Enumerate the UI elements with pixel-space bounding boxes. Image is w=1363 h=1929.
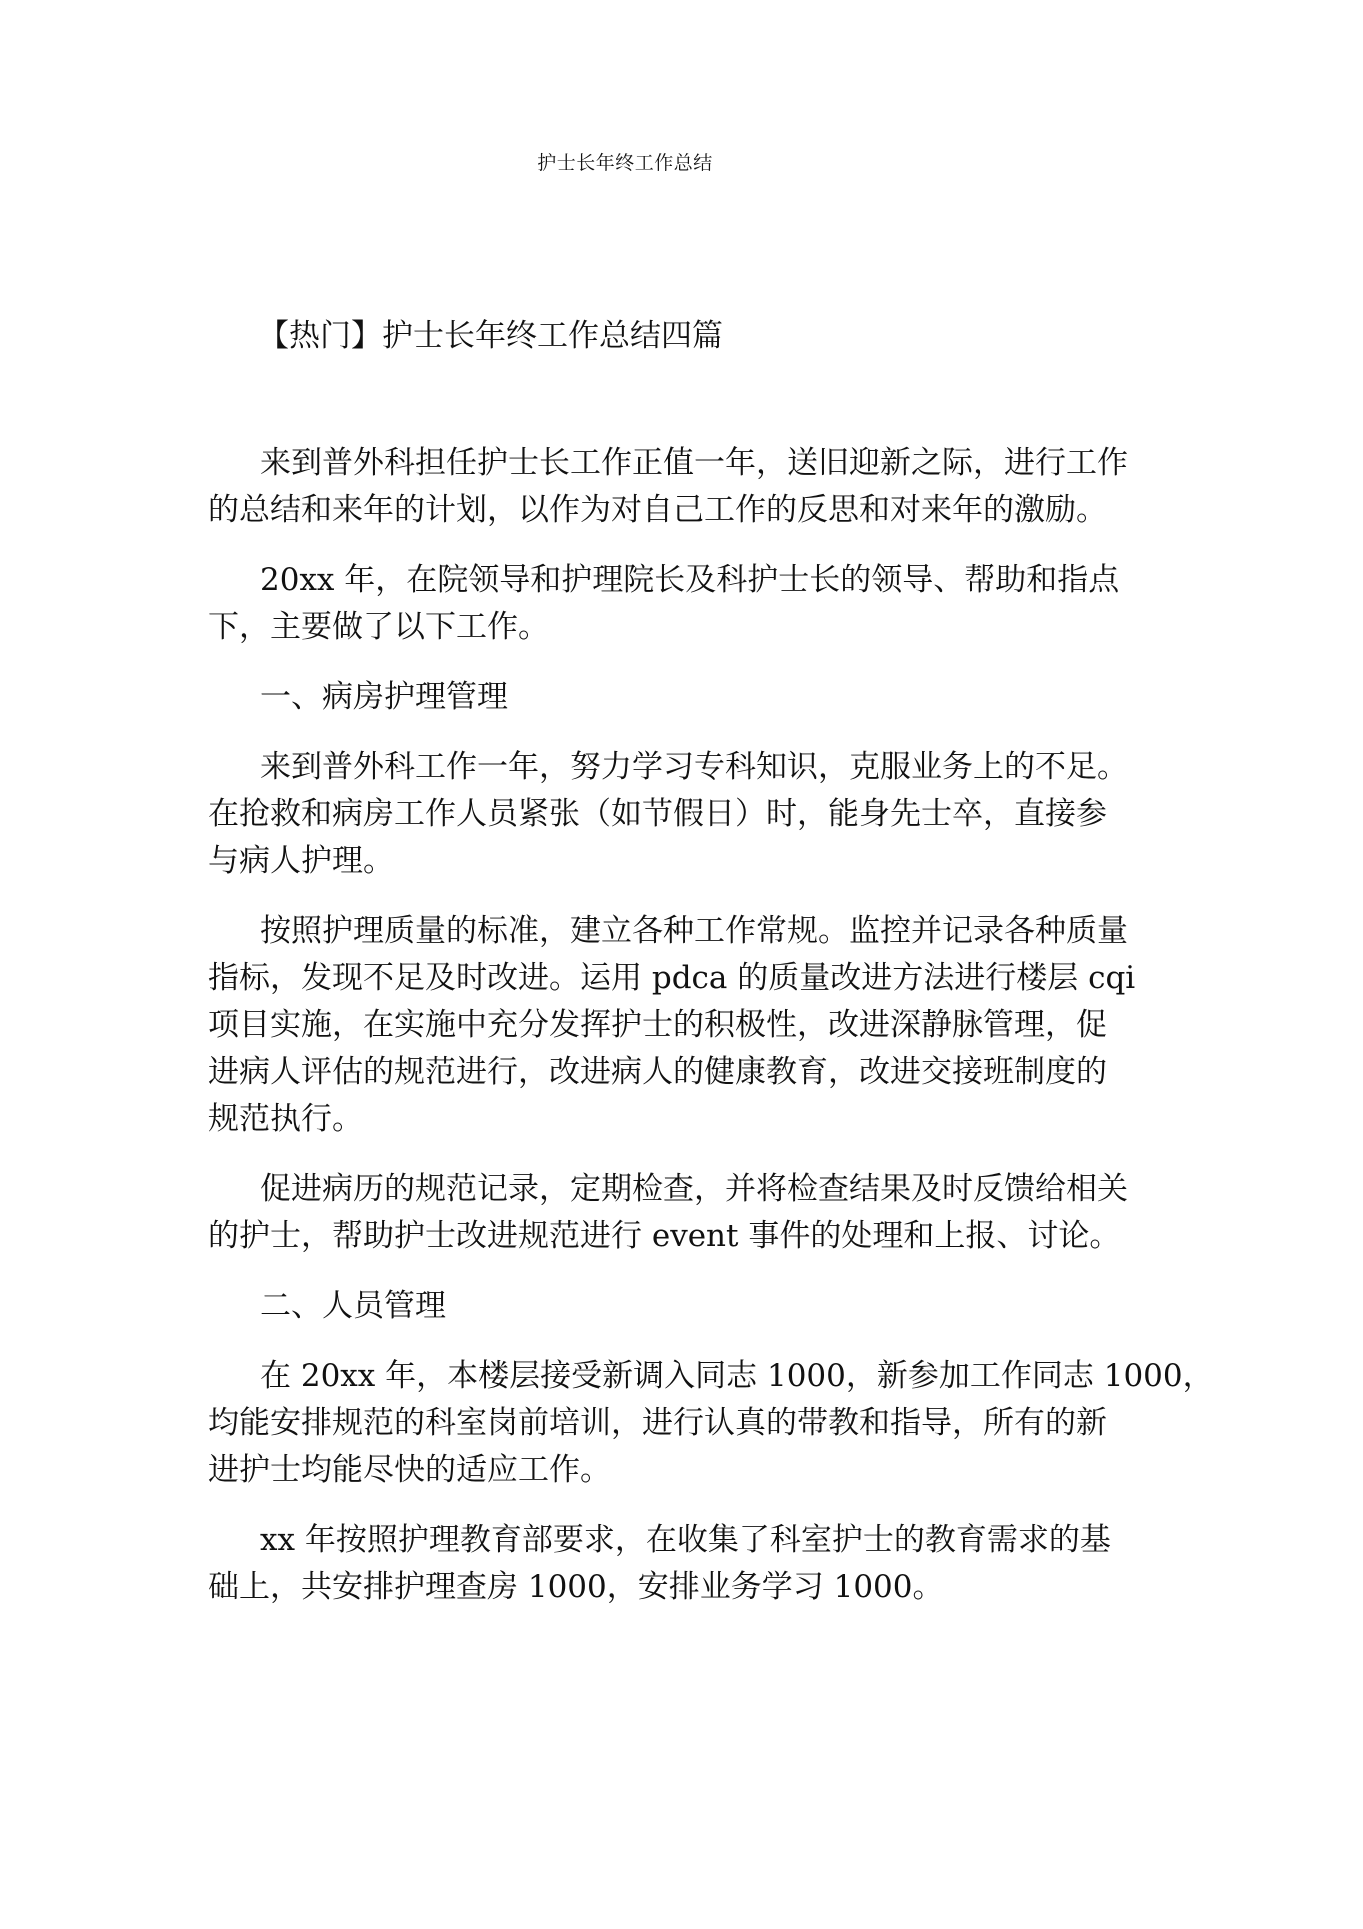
- text-line: xx 年按照护理教育部要求，在收集了科室护士的教育需求的基: [260, 1522, 1111, 1558]
- text-line: 项目实施，在实施中充分发挥护士的积极性，改进深静脉管理，促: [208, 1007, 1107, 1043]
- paragraph: [208, 1353, 1214, 1494]
- text-line: 20xx 年，在院领导和护理院长及科护士长的领导、帮助和指点: [260, 562, 1120, 598]
- paragraph: [208, 908, 1208, 1143]
- text-line: 指标，发现不足及时改进。运用 pdca 的质量改进方法进行楼层 cqi: [208, 960, 1136, 996]
- text-line: 的总结和来年的计划，以作为对自己工作的反思和对来年的激励。: [208, 492, 1107, 528]
- text-line: 进病人评估的规范进行，改进病人的健康教育，改进交接班制度的: [208, 1054, 1107, 1090]
- text-line: 的护士，帮助护士改进规范进行 event 事件的处理和上报、讨论。: [208, 1218, 1121, 1254]
- text-line: 在 20xx 年，本楼层接受新调入同志 1000，新参加工作同志 1000，: [260, 1358, 1214, 1394]
- text-line: 促进病历的规范记录，定期检查，并将检查结果及时反馈给相关: [260, 1171, 1128, 1207]
- section-heading: [208, 674, 1208, 721]
- text-line: 二、人员管理: [260, 1288, 446, 1324]
- text-line: 均能安排规范的科室岗前培训，进行认真的带教和指导，所有的新: [208, 1405, 1107, 1441]
- text-line: 下，主要做了以下工作。: [208, 609, 549, 645]
- text-line: 按照护理质量的标准，建立各种工作常规。监控并记录各种质量: [260, 913, 1128, 949]
- paragraph: [208, 744, 1208, 885]
- paragraph: [208, 1517, 1208, 1611]
- text-line: 与病人护理。: [208, 843, 394, 879]
- document-body: [208, 440, 1214, 1634]
- paragraph: [208, 557, 1208, 651]
- document-title: 【热门】护士长年终工作总结四篇: [258, 318, 723, 354]
- paragraph: [208, 1166, 1208, 1260]
- section-heading: [208, 1283, 1208, 1330]
- text-line: 来到普外科工作一年，努力学习专科知识，克服业务上的不足。: [260, 749, 1128, 785]
- text-line: 来到普外科担任护士长工作正值一年，送旧迎新之际，进行工作: [260, 445, 1128, 481]
- paragraph: [208, 440, 1208, 534]
- text-line: 在抢救和病房工作人员紧张（如节假日）时，能身先士卒，直接参: [208, 796, 1107, 832]
- page-header: 护士长年终工作总结: [537, 152, 713, 174]
- text-line: 一、病房护理管理: [260, 679, 508, 715]
- text-line: 进护士均能尽快的适应工作。: [208, 1452, 611, 1488]
- text-line: 规范执行。: [208, 1101, 363, 1137]
- text-line: 础上，共安排护理查房 1000，安排业务学习 1000。: [208, 1569, 944, 1605]
